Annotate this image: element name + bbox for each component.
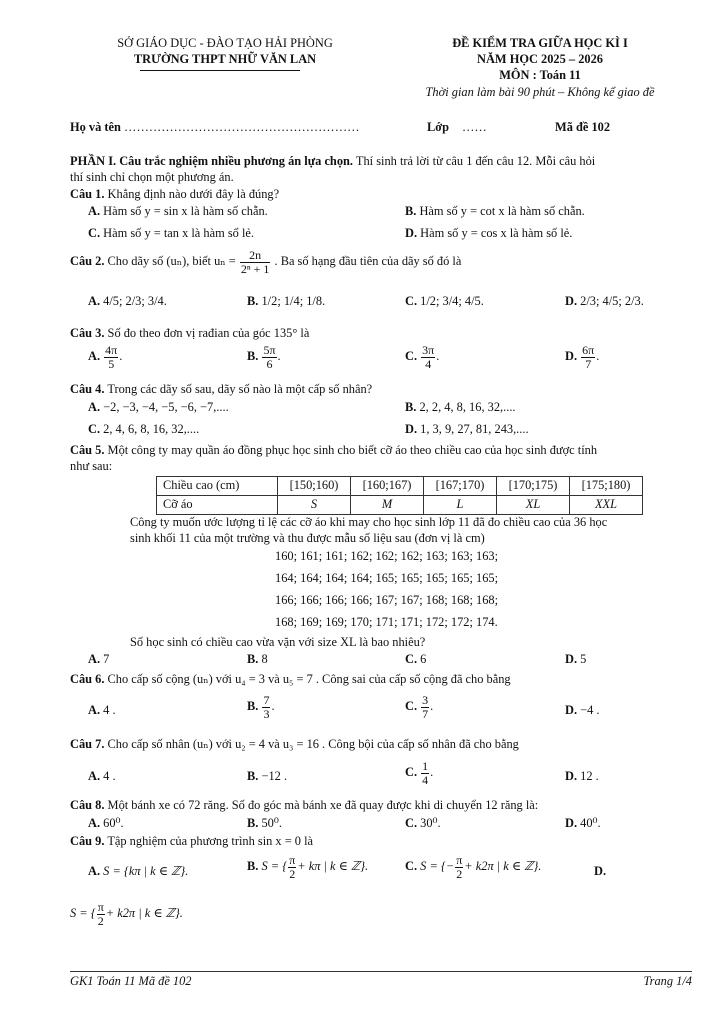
q1-b-label: B. bbox=[405, 204, 417, 218]
question-9 bbox=[70, 834, 695, 850]
q5-ask: Số học sinh có chiều cao vừa vặn với size XL là bao nhiêu? bbox=[130, 635, 426, 649]
q4-option-a[interactable] bbox=[88, 400, 229, 416]
q6-c-den: 7 bbox=[422, 706, 429, 721]
q6-c-num: 3 bbox=[422, 693, 429, 707]
q9-option-c[interactable] bbox=[405, 854, 541, 880]
q3-b-den: 6 bbox=[266, 356, 273, 371]
q3-c-label: C. bbox=[405, 348, 418, 363]
q7-option-d[interactable] bbox=[565, 769, 599, 785]
q2-b-label: B. bbox=[247, 294, 259, 308]
range-cell: [170;175) bbox=[497, 477, 570, 496]
q8-option-d[interactable] bbox=[565, 816, 601, 832]
q4-b-label: B. bbox=[405, 400, 417, 414]
q2-frac-num: 2n bbox=[240, 249, 271, 263]
q4-a-text: −2, −3, −4, −5, −6, −7,.... bbox=[103, 400, 229, 414]
q5-b-label: B. bbox=[247, 652, 259, 666]
q3-a-num: 4π bbox=[105, 343, 118, 357]
q5-option-c[interactable] bbox=[405, 652, 426, 668]
q4-d-text: 1, 3, 9, 27, 81, 243,.... bbox=[420, 422, 529, 436]
q1-c-text: Hàm số y = tan x là hàm số lẻ. bbox=[103, 226, 254, 240]
q9-d-pre: S = { bbox=[70, 905, 96, 920]
q3-a-den: 5 bbox=[108, 356, 115, 371]
q6-c-label: C. bbox=[405, 698, 418, 713]
q7-option-c[interactable]: C. $\frac{1}{4}$ . bbox=[405, 759, 434, 787]
q7-text: Cho cấp số nhân (uₙ) với u₂ = 4 và u₃ = 16 . Công bội của cấp số nhân đã cho bằng bbox=[107, 737, 519, 751]
q9-d-den: 2 bbox=[97, 913, 104, 928]
q6-b-label: B. bbox=[247, 698, 259, 713]
footer-page: Trang 1/4 bbox=[643, 974, 692, 988]
q7-option-b[interactable] bbox=[247, 769, 287, 785]
q2-text-pre: Cho dãy số (uₙ), biết uₙ = bbox=[107, 253, 236, 268]
q2-option-d[interactable] bbox=[565, 294, 644, 310]
q8-text: Một bánh xe có 72 răng. Số đo góc mà bánh xe đã quay được khi di chuyển 12 răng là: bbox=[107, 798, 539, 812]
q8-option-b[interactable] bbox=[247, 816, 282, 832]
q1-label: Câu 1. bbox=[70, 187, 105, 201]
q1-option-b[interactable] bbox=[405, 204, 585, 220]
q5-data-line: 168; 169; 169; 170; 171; 171; 172; 172; 174. bbox=[275, 615, 498, 629]
q9-a-label: A. bbox=[88, 864, 101, 878]
q4-a-label: A. bbox=[88, 400, 101, 414]
part1-title: PHẦN I. Câu trắc nghiệm nhiều phương án lựa chọn. bbox=[70, 154, 354, 168]
q2-c-text: 1/2; 3/4; 4/5. bbox=[420, 294, 484, 308]
q1-d-label: D. bbox=[405, 226, 418, 240]
q2-c-label: C. bbox=[405, 294, 418, 308]
q4-c-text: 2, 4, 6, 8, 16, 32,.... bbox=[103, 422, 200, 436]
q3-option-a[interactable]: A. $\frac{4\pi}{5}$ . bbox=[88, 343, 123, 371]
q5-a-label: A. bbox=[88, 652, 101, 666]
part1-instr-2: thí sinh chỉ chọn một phương án. bbox=[70, 170, 234, 184]
q2-formula bbox=[240, 249, 271, 275]
q8-d-text: 40⁰. bbox=[580, 816, 601, 830]
q7-d-label: D. bbox=[565, 769, 578, 783]
q5-option-d[interactable] bbox=[565, 652, 586, 668]
q3-d-num: 6π bbox=[582, 343, 595, 357]
q2-a-text: 4/5; 2/3; 3/4. bbox=[103, 294, 167, 308]
exam-title: ĐỀ KIỂM TRA GIỮA HỌC KÌ I bbox=[452, 36, 628, 50]
q4-c-label: C. bbox=[88, 422, 101, 436]
q3-a-label: A. bbox=[88, 348, 101, 363]
size-header: Cỡ áo bbox=[157, 496, 278, 515]
height-header-text: Chiều cao (cm) bbox=[163, 478, 240, 493]
q8-a-text: 60⁰. bbox=[103, 816, 124, 830]
q9-c-pre: S = {− bbox=[420, 858, 455, 873]
q3-option-c[interactable]: C. $\frac{3\pi}{4}$ . bbox=[405, 343, 440, 371]
part1-instr-1: Thí sinh trả lời từ câu 1 đến câu 12. Mỗi câu hỏi bbox=[355, 154, 596, 168]
size-table-row-size bbox=[157, 496, 643, 515]
range-cell: [150;160) bbox=[278, 477, 351, 496]
q3-c-den: 4 bbox=[425, 356, 432, 371]
q4-label: Câu 4. bbox=[70, 382, 105, 396]
footer-divider bbox=[70, 971, 692, 972]
q6-label: Câu 6. bbox=[70, 672, 105, 686]
q8-c-text: 30⁰. bbox=[420, 816, 441, 830]
q6-d-label: D. bbox=[565, 703, 578, 717]
q5-data-line: 164; 164; 164; 164; 165; 165; 165; 165; 165; bbox=[275, 571, 499, 585]
q3-b-label: B. bbox=[247, 348, 259, 363]
q5-data-line: 160; 161; 161; 162; 162; 162; 163; 163; 163; bbox=[275, 549, 499, 563]
subject: MÔN : Toán 11 bbox=[499, 68, 581, 82]
q9-b-post: + kπ | k ∈ ℤ}. bbox=[297, 858, 369, 873]
q8-a-label: A. bbox=[88, 816, 101, 830]
q5-text-2: như sau: bbox=[70, 459, 113, 473]
q6-option-a[interactable] bbox=[88, 703, 116, 719]
question-5 bbox=[70, 443, 695, 459]
size-cell: XXL bbox=[570, 496, 643, 515]
q7-label: Câu 7. bbox=[70, 737, 105, 751]
question-8 bbox=[70, 798, 695, 814]
q7-b-text: −12 . bbox=[261, 769, 288, 783]
q4-option-c[interactable] bbox=[88, 422, 199, 438]
q8-c-label: C. bbox=[405, 816, 418, 830]
q2-option-a[interactable] bbox=[88, 294, 167, 310]
q8-option-a[interactable] bbox=[88, 816, 124, 832]
q9-b-num: π bbox=[289, 853, 296, 867]
q6-a-label: A. bbox=[88, 703, 101, 717]
question-4 bbox=[70, 382, 695, 398]
time-note: Thời gian làm bài 90 phút – Không kể giao đề bbox=[425, 85, 655, 99]
q1-option-d[interactable] bbox=[405, 226, 572, 242]
q3-option-b[interactable]: B. $\frac{5\pi}{6}$ . bbox=[247, 343, 281, 371]
q2-label: Câu 2. bbox=[70, 253, 105, 268]
q2-a-label: A. bbox=[88, 294, 101, 308]
class-field[interactable]: …… bbox=[462, 120, 487, 134]
q3-label: Câu 3. bbox=[70, 326, 105, 340]
q5-desc-2: sinh khối 11 của một trường và thu được mẫu số liệu sau (đơn vị là cm) bbox=[130, 531, 485, 545]
q2-option-c[interactable] bbox=[405, 294, 484, 310]
q5-label: Câu 5. bbox=[70, 443, 105, 457]
q5-c-text: 6 bbox=[420, 652, 427, 666]
height-header bbox=[157, 477, 278, 496]
q1-option-a[interactable] bbox=[88, 204, 268, 220]
q2-b-text: 1/2; 1/4; 1/8. bbox=[261, 294, 326, 308]
dept-name: SỞ GIÁO DỤC - ĐÀO TẠO HẢI PHÒNG bbox=[117, 36, 333, 50]
q4-option-b[interactable] bbox=[405, 400, 516, 416]
q9-option-b[interactable] bbox=[247, 854, 368, 880]
size-cell: M bbox=[351, 496, 424, 515]
q1-c-label: C. bbox=[88, 226, 101, 240]
q5-b-text: 8 bbox=[261, 652, 268, 666]
q5-text-1: Một công ty may quần áo đồng phục học sinh cho biết cỡ áo theo chiều cao của học sinh được tính bbox=[107, 443, 598, 457]
q1-text: Khẳng định nào dưới đây là đúng? bbox=[107, 187, 280, 201]
q6-option-b[interactable]: B. $\frac{7}{3}$ . bbox=[247, 693, 275, 721]
q4-b-text: 2, 2, 4, 8, 16, 32,.... bbox=[419, 400, 516, 414]
q5-c-label: C. bbox=[405, 652, 418, 666]
q3-b-num: 5π bbox=[263, 343, 276, 357]
size-table bbox=[156, 476, 643, 515]
question-2 bbox=[70, 249, 695, 275]
q1-a-text: Hàm số y = sin x là hàm số chẵn. bbox=[103, 204, 268, 218]
q9-option-a[interactable] bbox=[88, 864, 188, 880]
q9-d-label[interactable]: D. bbox=[594, 864, 607, 878]
student-info-row bbox=[70, 120, 695, 136]
q9-a-text: S = {kπ | k ∈ ℤ}. bbox=[103, 864, 189, 878]
q8-b-text: 50⁰. bbox=[261, 816, 282, 830]
exam-code: Mã đề 102 bbox=[555, 120, 611, 134]
range-cell: [167;170) bbox=[424, 477, 497, 496]
q6-d-text: −4 . bbox=[580, 703, 600, 717]
q6-b-den: 3 bbox=[263, 706, 270, 721]
range-cell: [175;180) bbox=[570, 477, 643, 496]
q6-option-c[interactable]: C. $\frac{3}{7}$ . bbox=[405, 693, 434, 721]
q3-text: Số đo theo đơn vị rađian của góc 135° là bbox=[107, 326, 310, 340]
q5-option-a[interactable] bbox=[88, 652, 109, 668]
q4-text: Trong các dãy số sau, dãy số nào là một cấp số nhân? bbox=[107, 382, 373, 396]
size-table-row-height bbox=[157, 477, 643, 496]
q9-c-post: + k2π | k ∈ ℤ}. bbox=[464, 858, 542, 873]
part1-instructions bbox=[70, 154, 695, 170]
q5-d-label: D. bbox=[565, 652, 578, 666]
q3-option-d[interactable]: D. $\frac{6\pi}{7}$ . bbox=[565, 343, 600, 371]
q1-a-label: A. bbox=[88, 204, 101, 218]
q1-option-c[interactable] bbox=[88, 226, 254, 242]
q4-option-d[interactable] bbox=[405, 422, 529, 438]
q9-text: Tập nghiệm của phương trình sin x = 0 là bbox=[107, 834, 314, 848]
q2-d-label: D. bbox=[565, 294, 578, 308]
q5-desc-1: Công ty muốn ước lượng tỉ lệ các cỡ áo khi may cho học sinh lớp 11 đã đo chiều cao của 36 học bbox=[130, 515, 608, 529]
size-cell: L bbox=[424, 496, 497, 515]
q7-option-a[interactable] bbox=[88, 769, 116, 785]
q7-d-text: 12 . bbox=[580, 769, 599, 783]
q2-option-b[interactable] bbox=[247, 294, 325, 310]
q9-d-post: + k2π | k ∈ ℤ}. bbox=[105, 905, 183, 920]
q3-c-num: 3π bbox=[422, 343, 435, 357]
question-6 bbox=[70, 672, 695, 688]
q7-c-label: C. bbox=[405, 764, 418, 779]
q9-c-num: π bbox=[456, 853, 463, 867]
q9-b-pre: S = { bbox=[261, 858, 288, 873]
q9-c-den: 2 bbox=[456, 866, 463, 881]
q6-option-d[interactable] bbox=[565, 703, 600, 719]
q7-c-den: 4 bbox=[422, 772, 429, 787]
q9-c-label: C. bbox=[405, 858, 418, 873]
q2-text-post: . Ba số hạng đầu tiên của dãy số đó là bbox=[274, 253, 462, 268]
q3-d-den: 7 bbox=[585, 356, 592, 371]
q9-d-num: π bbox=[97, 900, 104, 914]
q9-b-den: 2 bbox=[289, 866, 296, 881]
q5-option-b[interactable] bbox=[247, 652, 268, 668]
question-3 bbox=[70, 326, 695, 342]
q9-label: Câu 9. bbox=[70, 834, 105, 848]
q7-a-label: A. bbox=[88, 769, 101, 783]
q7-a-text: 4 . bbox=[103, 769, 116, 783]
q6-b-num: 7 bbox=[263, 693, 270, 707]
q2-frac-den: 2ⁿ + 1 bbox=[240, 261, 270, 276]
q1-b-text: Hàm số y = cot x là hàm số chẵn. bbox=[419, 204, 585, 218]
range-cell: [160;167) bbox=[351, 477, 424, 496]
q9-b-label: B. bbox=[247, 858, 259, 873]
footer-left: GK1 Toán 11 Mã đề 102 bbox=[70, 974, 192, 988]
question-7 bbox=[70, 737, 695, 753]
q6-text: Cho cấp số cộng (uₙ) với u₄ = 3 và u₅ = 7 . Công sai của cấp số cộng đã cho bằng bbox=[107, 672, 511, 686]
q2-d-text: 2/3; 4/5; 2/3. bbox=[580, 294, 644, 308]
q8-option-c[interactable] bbox=[405, 816, 441, 832]
q5-d-text: 5 bbox=[580, 652, 587, 666]
q7-b-label: B. bbox=[247, 769, 259, 783]
q5-data-line: 166; 166; 166; 166; 167; 167; 168; 168; 168; bbox=[275, 593, 499, 607]
size-cell: S bbox=[278, 496, 351, 515]
q8-b-label: B. bbox=[247, 816, 259, 830]
q3-d-label: D. bbox=[565, 348, 578, 363]
q8-label: Câu 8. bbox=[70, 798, 105, 812]
question-1 bbox=[70, 187, 695, 203]
q9-option-d[interactable] bbox=[70, 901, 183, 927]
school-underline bbox=[140, 70, 300, 71]
size-cell: XL bbox=[497, 496, 570, 515]
school-name: TRƯỜNG THPT NHỮ VĂN LAN bbox=[133, 52, 317, 66]
q1-d-text: Hàm số y = cos x là hàm số lẻ. bbox=[420, 226, 573, 240]
name-label: Họ và tên bbox=[70, 120, 121, 134]
q4-d-label: D. bbox=[405, 422, 418, 436]
name-field[interactable]: ………………………………………………… bbox=[124, 120, 360, 134]
q5-a-text: 7 bbox=[103, 652, 110, 666]
school-year: NĂM HỌC 2025 – 2026 bbox=[477, 52, 603, 66]
class-label: Lớp bbox=[427, 120, 450, 134]
q8-d-label: D. bbox=[565, 816, 578, 830]
q6-a-text: 4 . bbox=[103, 703, 116, 717]
q7-c-num: 1 bbox=[422, 759, 429, 773]
